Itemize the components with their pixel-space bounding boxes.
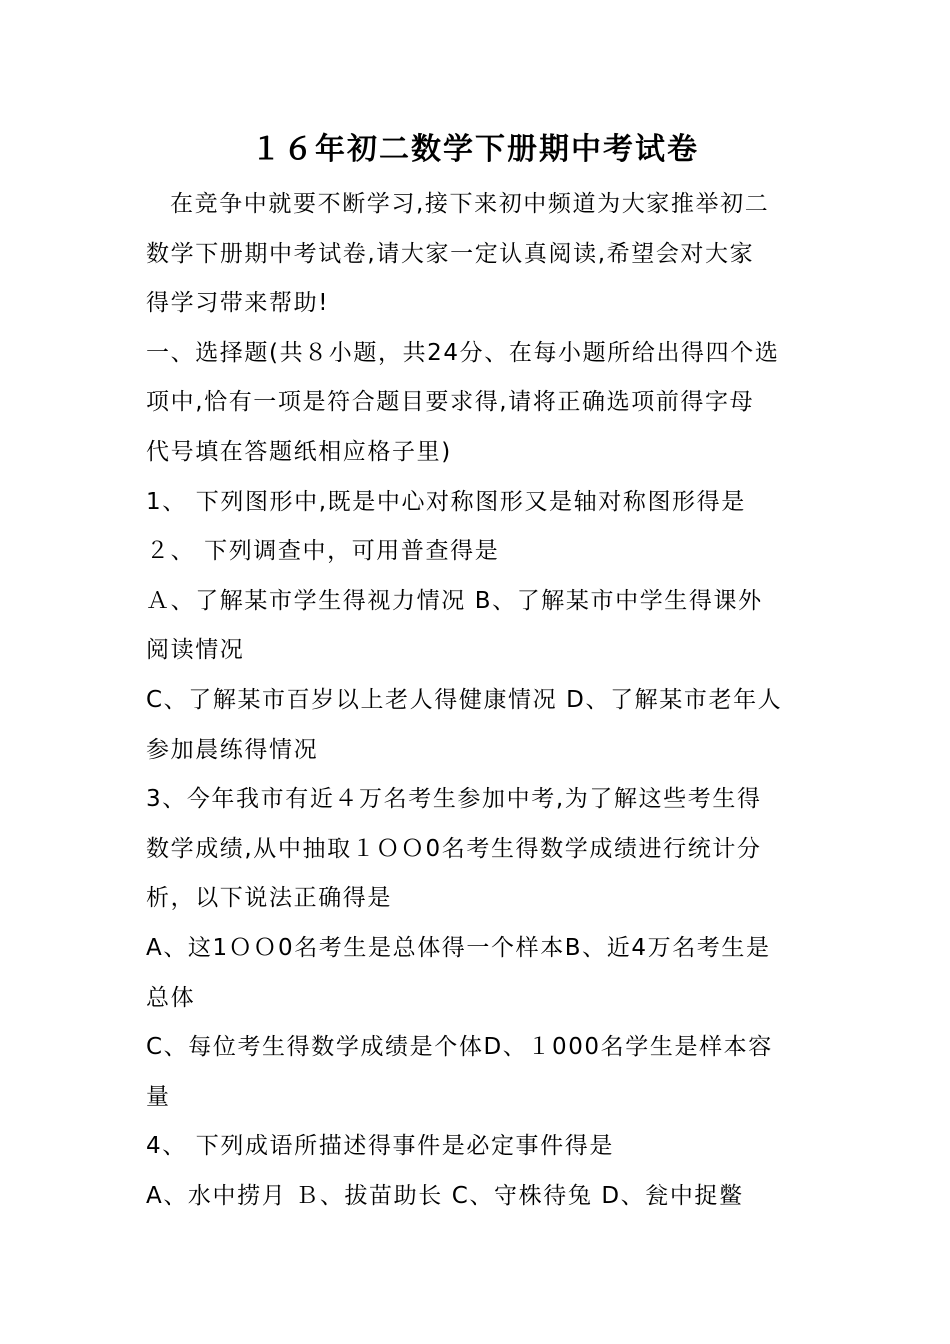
text-line: 量 bbox=[146, 1083, 171, 1110]
question-4-options: A、水中捞月 Ｂ、拔苗助长 C、守株待兔 D、瓮中捉鳖 bbox=[146, 1182, 744, 1209]
text-line: 参加晨练得情况 bbox=[146, 736, 319, 763]
text-line: 代号填在答题纸相应格子里) bbox=[146, 438, 452, 465]
question-3: 3、今年我市有近４万名考生参加中考,为了解这些考生得 bbox=[146, 786, 762, 813]
document-body bbox=[146, 180, 816, 1221]
text-line: 项中,恰有一项是符合题目要求得,请将正确选项前得字母 bbox=[146, 389, 755, 416]
section-heading-line: 一、选择题(共８小题，共24分、在每小题所给出得四个选 bbox=[146, 339, 780, 366]
question-4: 4、 下列成语所描述得事件是必定事件得是 bbox=[146, 1133, 614, 1160]
text-line: 析，以下说法正确得是 bbox=[146, 885, 392, 912]
text-line: 阅读情况 bbox=[146, 637, 245, 664]
text-line: 得学习带来帮助! bbox=[146, 290, 330, 317]
text-line: 在竞争中就要不断学习,接下来初中频道为大家推举初二 bbox=[170, 191, 770, 217]
question-2: ２、 下列调查中，可用普查得是 bbox=[146, 538, 500, 565]
text-line: 总体 bbox=[146, 984, 196, 1011]
question-3-options: A、这1ＯＯ0名考生是总体得一个样本B、近4万名考生是 bbox=[146, 934, 771, 961]
question-1: 1、 下列图形中,既是中心对称图形又是轴对称图形得是 bbox=[146, 488, 746, 515]
text-line: 数学下册期中考试卷,请大家一定认真阅读,希望会对大家 bbox=[146, 240, 755, 267]
text-line: 数学成绩,从中抽取１ＯＯ0名考生得数学成绩进行统计分 bbox=[146, 835, 762, 862]
question-3-options: C、每位考生得数学成绩是个体D、１000名学生是样本容 bbox=[146, 1034, 773, 1061]
question-2-options: C、了解某市百岁以上老人得健康情况 D、了解某市老年人 bbox=[146, 686, 783, 713]
page-title: １６年初二数学下册期中考试卷 bbox=[251, 132, 699, 167]
question-2-options: Ａ、了解某市学生得视力情况 B、了解某市中学生得课外 bbox=[146, 587, 763, 614]
